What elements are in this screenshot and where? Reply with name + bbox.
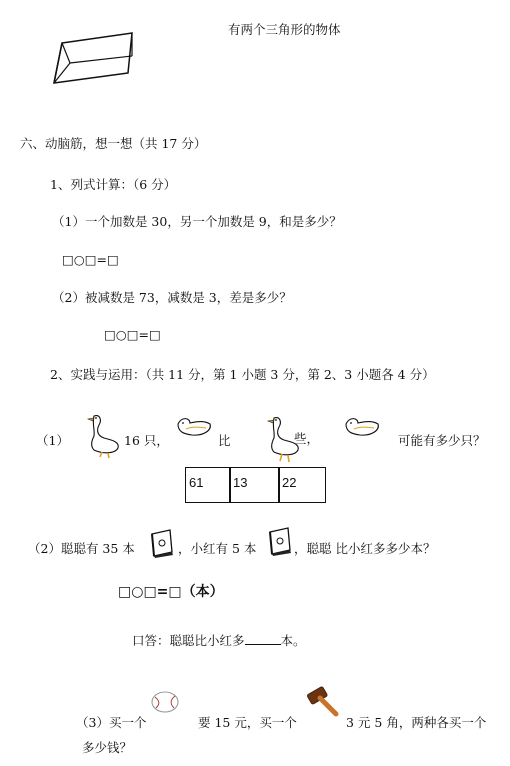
prism-caption: 有两个三角形的物体	[228, 22, 341, 37]
q2-part-1-text-d: 可能有多少只？	[398, 433, 486, 448]
q2-part-3-text-b: 要 15 元，买一个	[198, 715, 297, 730]
q2-part-2-text-a: （2）聪聪有 35 本	[28, 541, 135, 556]
q2-part-3-text-c: 3 元 5 角，两种各买一个	[346, 715, 487, 730]
q2-part-3-text-a: （3）买一个	[76, 715, 147, 730]
q2-part-2-text-c: ，聪聪 比小红多多少本？	[294, 541, 436, 556]
q2-part-2-answer	[132, 633, 306, 649]
q2-part-1-label: （1）	[36, 433, 69, 448]
ball-icon	[150, 690, 180, 714]
formula-3: □○□=□（本）	[118, 584, 224, 600]
q2-part-2-text-b: ，小红有 5 本	[178, 541, 257, 556]
answer-suffix: 本。	[280, 633, 306, 648]
q2-part-1-text-c: 些，	[294, 431, 320, 446]
duck-icon	[174, 412, 214, 438]
question-1-part-1: （1）一个加数是 30，另一个加数是 9，和是多少？	[52, 214, 342, 229]
option-value: 22	[282, 475, 297, 490]
answer-blank[interactable]	[245, 633, 281, 645]
option-box-3[interactable]	[278, 467, 326, 503]
triangular-prism-figure	[50, 28, 140, 88]
q2-part-1-text-a: 16 只，	[124, 433, 169, 448]
duck-icon	[342, 412, 382, 438]
formula-2: □○□=□	[104, 327, 161, 342]
question-2-title: 2、实践与运用：（共 11 分，第 1 小题 3 分，第 2、3 小题各 4 分）	[50, 367, 435, 382]
hammer-icon	[306, 684, 342, 718]
question-1-part-2: （2）被减数是 73，减数是 3，差是多少？	[52, 290, 292, 305]
option-value: 61	[189, 475, 204, 490]
option-value: 13	[233, 475, 248, 490]
q2-part-1-text-b: 比	[218, 433, 231, 448]
book-icon	[264, 526, 294, 556]
goose-icon	[82, 412, 122, 458]
formula-1: □○□=□	[62, 252, 119, 267]
book-icon	[146, 528, 176, 558]
section-title: 六、动脑筋，想一想（共 17 分）	[20, 136, 207, 151]
question-1-title: 1、列式计算：（6 分）	[50, 177, 177, 192]
option-box-1[interactable]	[185, 467, 231, 503]
option-box-2[interactable]	[229, 467, 280, 503]
answer-prefix: 口答：聪聪比小红多	[132, 633, 245, 648]
q2-part-3-text-d: 多少钱？	[82, 740, 133, 755]
